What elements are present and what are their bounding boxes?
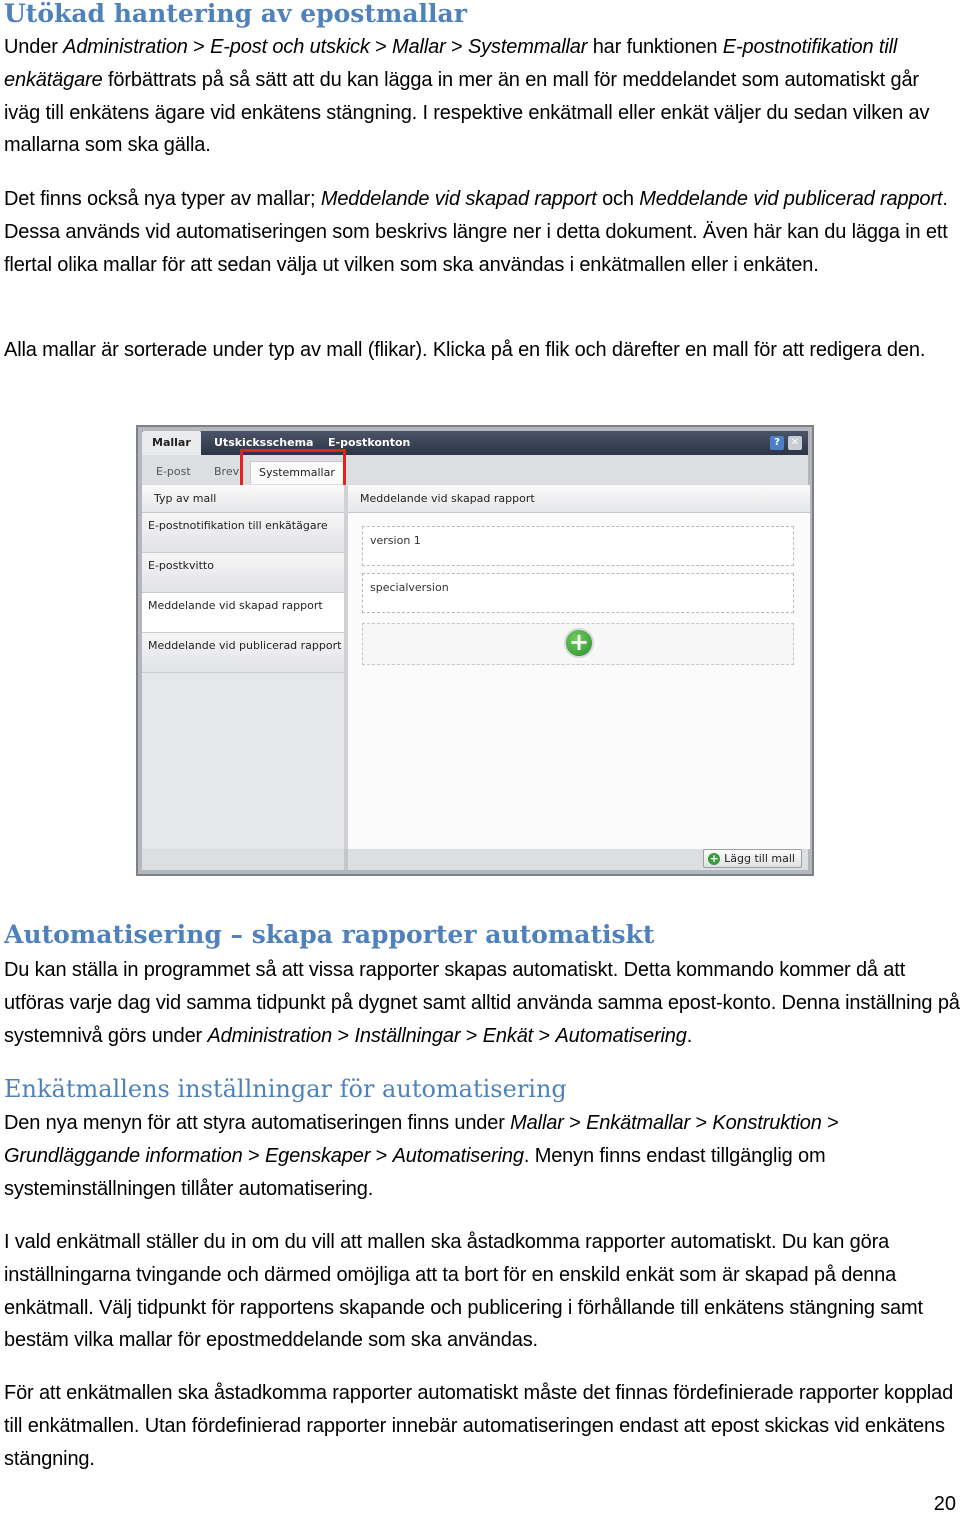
footer-divider — [344, 849, 348, 870]
template-type-item[interactable]: Meddelande vid publicerad rapport — [142, 633, 344, 673]
emphasis: Systemmallar — [467, 36, 588, 58]
template-type-list — [142, 513, 344, 849]
emphasis: Inställningar — [354, 1024, 461, 1047]
emphasis: Mallar — [510, 1112, 564, 1134]
section-heading: Utökad hantering av epostmallar — [4, 0, 467, 28]
section-heading: Automatisering – skapa rapporter automatiskt — [4, 920, 655, 949]
subtab-e-post[interactable]: E-post — [156, 465, 191, 478]
page-number: 20 — [933, 1493, 956, 1515]
plus-icon[interactable]: + — [564, 628, 594, 658]
paragraph: Du kan ställa in programmet så att vissa rapporter skapas automatiskt. Detta kommando kommer då att utföras varje dag vid samma tidpunkt på dygnet samt alltid använda samma epost-konto. Denna inställning på systemnivå görs under Administration > Inställningar > Enkät > Automatisering. — [4, 959, 960, 1047]
tab-utskicksschema[interactable]: Utskicksschema — [214, 436, 314, 449]
template-item[interactable]: version 1 — [362, 526, 794, 566]
add-template-label: Lägg till mall — [724, 852, 795, 865]
template-type-item[interactable]: E-postkvitto — [142, 553, 344, 593]
template-list — [348, 513, 810, 849]
template-item[interactable]: specialversion — [362, 573, 794, 613]
left-column-header: Typ av mall — [142, 485, 344, 513]
emphasis: Administration — [207, 1024, 333, 1047]
emphasis: E-post och utskick — [210, 36, 370, 58]
emphasis: Automatisering — [392, 1144, 524, 1167]
paragraph: Det finns också nya typer av mallar; Meddelande vid skapad rapport och Meddelande vid publicerad rapport. Dessa används vid automatiseringen som beskrivs längre ner i detta dokument. Även här kan du lägga in ett flertal olika mallar för att sedan välja ut vilken som ska användas i enkätmallen eller i enkäten. — [4, 188, 948, 276]
tab-e-postkonton[interactable]: E-postkonton — [328, 436, 411, 449]
emphasis: Enkätmallar — [586, 1112, 691, 1134]
emphasis: Automatisering — [555, 1024, 687, 1047]
templates-screenshot — [136, 425, 814, 876]
emphasis: Meddelande vid skapad rapport — [320, 188, 597, 210]
emphasis: Administration — [63, 36, 188, 58]
help-icon[interactable]: ? — [770, 436, 784, 450]
section-subheading: Enkätmallens inställningar för automatisering — [4, 1075, 567, 1103]
paragraph: Alla mallar är sorterade under typ av mall (flikar). Klicka på en flik och därefter en mall för att redigera den. — [4, 339, 926, 361]
emphasis: Egenskaper — [264, 1144, 371, 1167]
emphasis: Meddelande vid publicerad rapport — [639, 188, 943, 210]
highlight-box — [240, 449, 346, 488]
subtab-systemmallar[interactable]: Systemmallar — [250, 461, 344, 484]
paragraph: Under Administration > E-post och utskick > Mallar > Systemmallar har funktionen E-postnotifikation till enkätägare förbättrats på så sätt att du kan lägga in mer än en mall för meddelandet som automatiskt går iväg till enkätens ägare vid enkätens stängning. I respektive enkätmall eller enkät väljer du sedan vilken av mallarna som ska gälla. — [4, 36, 930, 157]
add-template-button[interactable] — [703, 849, 802, 868]
footer-bar — [142, 849, 808, 870]
template-type-item-selected[interactable]: Meddelande vid skapad rapport — [142, 593, 344, 633]
template-type-item[interactable]: E-postnotifikation till enkätägare — [142, 513, 344, 553]
plus-icon: + — [709, 852, 719, 865]
tab-mallar[interactable]: Mallar — [142, 431, 201, 455]
subtab-brev[interactable]: Brev — [214, 465, 240, 478]
emphasis: E-postnotifikation till enkätägare — [4, 36, 898, 91]
right-column-header: Meddelande vid skapad rapport — [348, 485, 810, 513]
emphasis: Mallar — [392, 36, 446, 58]
add-template-area — [362, 623, 794, 665]
emphasis: Enkät — [482, 1024, 534, 1047]
paragraph: I vald enkätmall ställer du in om du vill att mallen ska åstadkomma rapporter automatiskt. Du kan göra inställningarna tvingande och därmed omöjliga att ta bort för en enskild enkät som är skapad på denna enkätmall. Välj tidpunkt för rapportens skapande och publicering i förhållande till enkätens stängning samt bestäm vilka mallar för epostmeddelande som ska användas. — [4, 1231, 923, 1352]
emphasis: Konstruktion — [712, 1112, 822, 1134]
emphasis: Grundläggande information — [4, 1144, 243, 1167]
paragraph: För att enkätmallen ska åstadkomma rapporter automatiskt måste det finnas fördefinierade rapporter kopplad till enkätmallen. Utan fördefinierad rapporter innebär automatiseringen endast att epost skickas vid enkätens stängning. — [4, 1382, 954, 1470]
close-icon[interactable]: ✕ — [788, 436, 802, 450]
paragraph: Den nya menyn för att styra automatiseringen finns under Mallar > Enkätmallar > Konstruktion > Grundläggande information > Egenskaper > Automatisering. Menyn finns endast tillgänglig om systeminställningen tillåter automatisering. — [4, 1112, 839, 1200]
